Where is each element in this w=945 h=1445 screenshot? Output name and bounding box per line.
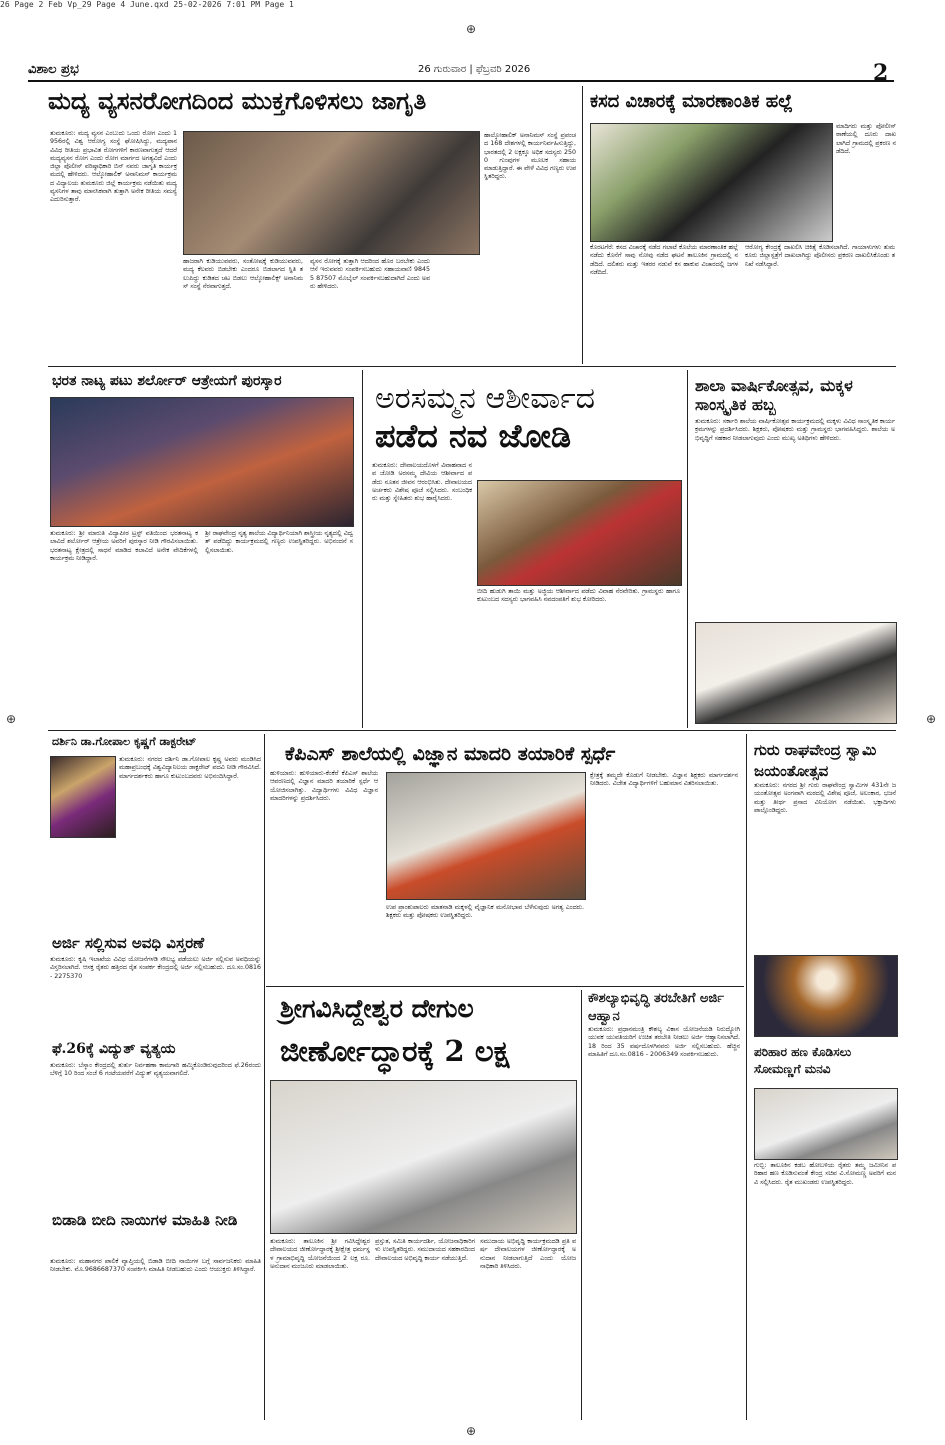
story-headline: ಭರತ ನಾಟ್ಯ ಪಟು ಶರ್ಲೋರ್ ಆತ್ರೇಯಗೆ ಪುರಸ್ಕಾರ <box>52 373 282 389</box>
registration-mark-icon: ⊕ <box>466 1424 477 1438</box>
story-photo <box>270 1080 577 1234</box>
author-portrait <box>50 756 116 838</box>
story-headline: ಶ್ರೀಗವಿಸಿದ್ದೇಶ್ವರ ದೇಗುಲ <box>280 994 474 1023</box>
story-photo <box>754 955 898 1037</box>
masthead <box>28 62 894 82</box>
story-photo <box>590 123 833 242</box>
story-body: ತುಮಕೂರು: ಮದ್ಯ ವ್ಯಸನ ಎಂಬುದು ಒಂದು ರೋಗ ಎಂದು 1956ರಲ್ಲಿ ವಿಶ್ವ ಆರೋಗ್ಯ ಸಂಸ್ಥೆ ಘೋಷಿಸಿದ್ದು, ಮದ್ಯಪಾನ ವಿವಿಧ ರೀತಿಯ ಪ್ರಭಾವಿತ ರೋಗಗಳಿಗೆ ಕಾರಣವಾಗುತ್ತದೆ ಆದರೆ ಮದ್ಯವ್ಯಸನ ರೋಗ ಎಂದು ರೋಗ ಮಾರ್ಗದ ಅಗತ್ಯವಿದೆ ಎಂದು ಜಿಲ್ಲಾ ಪೊಲೀಸ್ ವರಿಷ್ಠಾಧಿಕಾರಿ ಬಿನ್ ನವರು ಜಾಗೃತಿ ಕಾರ್ಯಕ್ರಮದಲ್ಲಿ ಹೇಳಿದರು. ಆಲ್ಕೋಹಾಲಿಕ್ ಅನಾನಿಮಸ್ ಕಾರ್ಯಕ್ರಮದ ವಿದ್ಯಾಲಯ ತುಮಕೂರು ಜಿಲ್ಲೆ ಕಾರ್ಯಕ್ರಮ ನಡೆಯಿತು ಮದ್ಯ ವ್ಯಸನಿಗಳ ತಾವು ಮಾನಸಿಕವಾಗಿ ತುತ್ತಾಗಿ ಅನೇಕ ರೀತಿಯ ಸಮಸ್ಯೆ ಎದುರಿಸುತ್ತಾರೆ. <box>50 130 177 204</box>
story-body: ವ್ಯಸನ ರೋಗಕ್ಕೆ ತುತ್ತಾಗಿ ಆದರಿಂದ ಹೊರ ಬರಬೇಕು ಎಂದು ಆಸೆ ಇರುವವರು ಸಂಪರ್ಕಿಸಬಹುದು ಸಹಾಯವಾಣಿ 98455 87507 ಮೊಬೈಲ್ ಸಂಪರ್ಕಿಸಬಹುದಾಗಿದೆ ಎಂದು ಅವರು ಹೇಳಿದರು. <box>310 258 430 290</box>
story-body: ಶ್ರೀ ರಾಘವೇಂದ್ರ ನೃತ್ಯ ಶಾಲೆಯ ವಿದ್ಯಾರ್ಥಿನಿಯಾಗಿ ಶಾಸ್ತ್ರೀಯ ನೃತ್ಯದಲ್ಲಿ ವಿದ್ವತ್ ಪಡೆದಿದ್ದು ಕಾರ್ಯಕ್ರಮದಲ್ಲಿ ಗಣ್ಯರು ಉಪಸ್ಥಿತರಿದ್ದರು. ಅಭಿನಂದನೆ ಸಲ್ಲಿಸಲಾಯಿತು. <box>205 530 353 554</box>
page-number: 2 <box>873 60 889 86</box>
story-headline: ಅರಸಮ್ಮನ ಆಶೀರ್ವಾದ <box>375 381 596 416</box>
print-slug: 26 Page 2 Feb Vp_29 Page 4 June.qxd 25-02-2026 7:01 PM Page 1 <box>0 0 294 9</box>
story-headline: ಕೌಶಲ್ಯಾಭಿವೃದ್ಧಿ ತರಬೇತಿಗೆ ಅರ್ಜಿ ಆಹ್ವಾನ <box>588 991 724 1025</box>
story-photo <box>477 480 682 586</box>
story-headline: ಕೆಪಿಎಸ್ ಶಾಲೆಯಲ್ಲಿ ವಿಜ್ಞಾನ ಮಾದರಿ ತಯಾರಿಕೆ ಸ್ಪರ್ಧೆ <box>285 743 616 765</box>
story-headline: ದರ್ಶಿನಿ ಡಾ.ಗೋಪಾಲ ಕೃಷ್ಣಗೆ ಡಾಕ್ಟರೇಟ್ <box>52 735 197 748</box>
story-body: ತುಮಕೂರು: ನಗರದ ದರ್ಶಿನಿ ಡಾ.ಗೋಪಾಲ ಕೃಷ್ಣ ಅವರು ಮಂಡಿಸಿದ ಮಹಾಪ್ರಬಂಧಕ್ಕೆ ವಿಶ್ವವಿದ್ಯಾನಿಲಯ ಡಾಕ್ಟರೇಟ್ ಪದವಿ ನೀಡಿ ಗೌರವಿಸಿದೆ. ಮಾರ್ಗದರ್ಶಕರು ಹಾಗೂ ಕುಟುಂಬದವರು ಅಭಿನಂದಿಸಿದ್ದಾರೆ. <box>119 756 261 780</box>
story-body: ತುಮಕೂರು: ನಗರದ ಶ್ರೀ ಗುರು ರಾಘವೇಂದ್ರ ಸ್ವಾಮಿಗಳ 431ನೇ ಜಯಂತೋತ್ಸವ ಅಂಗವಾಗಿ ಮಠದಲ್ಲಿ ವಿಶೇಷ ಪೂಜೆ, ಅಲಂಕಾರ, ಭಜನೆ ಮತ್ತು ತೀರ್ಥ ಪ್ರಸಾದ ವಿನಿಯೋಗ ನಡೆಯಿತು. ಭಕ್ತಾದಿಗಳು ಪಾಲ್ಗೊಂಡಿದ್ದರು. <box>754 782 896 814</box>
story-photo <box>50 397 354 527</box>
story-headline: ಮದ್ಯ ವ್ಯಸನರೋಗದಿಂದ ಮುಕ್ತಗೊಳಿಸಲು ಜಾಗೃತಿ <box>48 86 427 115</box>
story-headline: ಪಡೆದ ನವ ಜೋಡಿ <box>375 417 572 455</box>
story-body: ಬೀದಿ ಹುಡುಗಿ ತಾಯಿ ಮತ್ತು ಅಜ್ಜಿಯ ಆಶೀರ್ವಾದ ಪಡೆದು ವಿವಾಹ ನೆರವೇರಿತು. ಗ್ರಾಮಸ್ಥರು ಹಾಗೂ ಕುಟುಂಬದ ಸದಸ್ಯರು ಭಾಗವಹಿಸಿ ನವದಂಪತಿಗೆ ಶುಭ ಕೋರಿದರು. <box>477 588 680 604</box>
story-body: ಹುಳಿಯಾರು: ಹುಳಿಯಾರು-ಕೆಂಕೆರೆ ಕೆಪಿಎಸ್ ಶಾಲೆಯ ಆವರಣದಲ್ಲಿ ವಿಜ್ಞಾನ ಮಾದರಿ ತಯಾರಿಕೆ ಸ್ಪರ್ಧೆ ಆಯೋಜಿಸಲಾಗಿತ್ತು. ವಿದ್ಯಾರ್ಥಿಗಳು ವಿವಿಧ ವಿಜ್ಞಾನ ಮಾದರಿಗಳನ್ನು ಪ್ರದರ್ಶಿಸಿದರು. <box>270 770 378 802</box>
story-body: ಕೊರಟಗೆರೆ: ಕಸದ ವಿಚಾರಕ್ಕೆ ನಡೆದ ಗಲಾಟೆ ಕೊಲೆಯ ಮಾರಣಾಂತಿಕ ಹಲ್ಲೆ ನಡೆದು ಕೊನೆಗೆ ಸಾವು ನೋವು ನಡೆದ ಘಟನೆ ತಾಲೂಕಿನ ಗ್ರಾಮದಲ್ಲಿ ನಡೆದಿದೆ. ದಲಿತರು ಮತ್ತು ಇತರರ ನಡುವೆ ಕಸ ಹಾಕುವ ವಿಚಾರದಲ್ಲಿ ಜಗಳ ನಡೆದಿದೆ. <box>590 244 738 276</box>
story-body: ಹಾಲ್ಕೋಹಾಲಿಕ್ ಅನಾನಿಮಸ್ ಸಂಸ್ಥೆ ಪ್ರಪಂಚದ 168 ದೇಶಗಳಲ್ಲಿ ಕಾರ್ಯನಿರ್ವಹಿಸುತ್ತಿದ್ದು, ಭಾರತದಲ್ಲಿ 2 ಲಕ್ಷಕ್ಕೂ ಅಧಿಕ ಸದಸ್ಯರು 2500 ಗುಂಪುಗಳ ಮೂಲಕ ಸಹಾಯ ಮಾಡುತ್ತಿದ್ದಾರೆ. ಈ ವೇಳೆ ವಿವಿಧ ಗಣ್ಯರು ಉಪಸ್ಥಿತರಿದ್ದರು. <box>484 132 576 181</box>
story-body: ತುಮಕೂರು: ಕೃಷಿ ಇಲಾಖೆಯ ವಿವಿಧ ಯೋಜನೆಗಳಡಿ ಸೌಲಭ್ಯ ಪಡೆಯಲು ಅರ್ಜಿ ಸಲ್ಲಿಸುವ ಅವಧಿಯನ್ನು ವಿಸ್ತರಿಸಲಾಗಿದೆ. ಆಸಕ್ತ ರೈತರು ಹತ್ತಿರದ ರೈತ ಸಂಪರ್ಕ ಕೇಂದ್ರದಲ್ಲಿ ಅರ್ಜಿ ಸಲ್ಲಿಸಬಹುದು. ದೂ.ಸಂ.0816 - 2275370 <box>50 956 261 980</box>
story-headline: ಕಸದ ವಿಚಾರಕ್ಕೆ ಮಾರಣಾಂತಿಕ ಹಲ್ಲೆ <box>590 91 793 112</box>
story-headline: ಬಿಡಾಡಿ ಬೀದಿ ನಾಯಿಗಳ ಮಾಹಿತಿ ನೀಡಿ <box>52 1211 238 1229</box>
registration-mark-icon: ⊕ <box>6 712 17 726</box>
story-headline: ಶಾಲಾ ವಾರ್ಷಿಕೋತ್ಸವ, ಮಕ್ಕಳ ಸಾಂಸ್ಕೃತಿಕ ಹಬ್ಬ <box>695 376 853 415</box>
story-body: ತುಮಕೂರು: ಶ್ರೀ ಮಾರುತಿ ವಿದ್ಯಾಪೀಠ ಟ್ರಸ್ಟ್ ವತಿಯಿಂದ ಭರತನಾಟ್ಯ ಕಲಾವಿದೆ ಶರ್ಲೋರ್ ಆತ್ರೇಯ ಅವರಿಗೆ ಪುರಸ್ಕಾರ ನೀಡಿ ಗೌರವಿಸಲಾಯಿತು. ಭರತನಾಟ್ಯ ಕ್ಷೇತ್ರದಲ್ಲಿ ಸಾಧನೆ ಮಾಡಿದ ಕಲಾವಿದೆ ಅನೇಕ ವೇದಿಕೆಗಳಲ್ಲಿ ಕಾರ್ಯಕ್ರಮ ನೀಡಿದ್ದಾರೆ. <box>50 530 198 562</box>
issue-date: 26 ಗುರುವಾರ | ಫೆಬ್ರವರಿ 2026 <box>418 64 531 75</box>
story-body: ತುಮಕೂರು: ಬೆಸ್ಕಾಂ ಕೇಂದ್ರದಲ್ಲಿ ತುರ್ತು ನಿರ್ವಹಣಾ ಕಾಮಗಾರಿ ಹಮ್ಮಿಕೊಂಡಿರುವುದರಿಂದ ಫೆ.26ರಂದು ಬೆಳಿಗ್ಗೆ 10 ರಿಂದ ಸಂಜೆ 6 ಗಂಟೆಯವರೆಗೆ ವಿದ್ಯುತ್ ವ್ಯತ್ಯಯವಾಗಲಿದೆ. <box>50 1062 261 1078</box>
story-body: ಹಾಜರಾಗಿ ಕುಡಿಯುವವರು, ಸಂತೋಷಕ್ಕೆ ಕುಡಿಯುವವರು, ಮದ್ಯ ಕೆಲವರು ಬಿಡಬೇಕು ಎಂದರೂ ಬಿಡಲಾಗದ ಸ್ಥಿತಿ ತಲುಪಿದ್ದು ಕುಡಿತದ ಚಟ ಬಿಡಲು ಆಲ್ಕೋಹಾಲಿಕ್ಸ್ ಅನಾನಿಮಸ್ ಸಂಸ್ಥೆ ನೆರವಾಗುತ್ತದೆ. <box>183 258 303 290</box>
story-headline: ಗುರು ರಾಘವೇಂದ್ರ ಸ್ವಾಮಿ ಜಯಂತೋತ್ಸವ <box>754 741 877 780</box>
story-body: ಮಾದಿಗರು ಮತ್ತು ಪೋಲೀಸ್ ಠಾಣೆಯಲ್ಲಿ ದೂರು ದಾಖಲಾಗಿದೆ ಗ್ರಾಮದಲ್ಲಿ ಪ್ರಕರಣ ನಡೆದಿದೆ. <box>836 123 896 155</box>
story-body: ಕ್ಷೇತ್ರಕ್ಕೆ ತಮ್ಮದೇ ಕೊಡುಗೆ ನೀಡಬೇಕು. ವಿಜ್ಞಾನ ಶಿಕ್ಷಕರು ಮಾರ್ಗದರ್ಶನ ನೀಡಿದರು. ವಿಜೇತ ವಿದ್ಯಾರ್ಥಿಗಳಿಗೆ ಬಹುಮಾನ ವಿತರಿಸಲಾಯಿತು. <box>590 772 738 788</box>
registration-mark-icon: ⊕ <box>466 22 477 36</box>
story-body: ಗುಬ್ಬಿ: ತಾಲೂಕಿನ ಕಡಬ ಹೋಬಳಿಯ ರೈತರು ತಮ್ಮ ಜಮೀನಿನ ಪರಿಹಾರ ಹಣ ಕೊಡಿಸುವಂತೆ ಕೇಂದ್ರ ಸಚಿವ ವಿ.ಸೋಮಣ್ಣ ಅವರಿಗೆ ಮನವಿ ಸಲ್ಲಿಸಿದರು. ರೈತ ಮುಖಂಡರು ಉಪಸ್ಥಿತರಿದ್ದರು. <box>754 1162 896 1186</box>
story-body: ತುಮಕೂರು: ಮಹಾನಗರ ಪಾಲಿಕೆ ವ್ಯಾಪ್ತಿಯಲ್ಲಿ ಬಿಡಾಡಿ ಬೀದಿ ನಾಯಿಗಳ ಬಗ್ಗೆ ಸಾರ್ವಜನಿಕರು ಮಾಹಿತಿ ನೀಡಬೇಕು. ಮೊ.9686687370 ಸಂಪರ್ಕಿಸಿ ಮಾಹಿತಿ ನೀಡಬಹುದು ಎಂದು ಆಯುಕ್ತರು ತಿಳಿಸಿದ್ದಾರೆ. <box>50 1258 261 1274</box>
story-body: ತುಮಕೂರು: ತಾಲೂಕಿನ ಶ್ರೀ ಗವಿಸಿದ್ದೇಶ್ವರ ದೇವಾಲಯದ ಜೀರ್ಣೋದ್ಧಾರಕ್ಕೆ ಶ್ರೀಕ್ಷೇತ್ರ ಧರ್ಮಸ್ಥಳ ಗ್ರಾಮಾಭಿವೃದ್ಧಿ ಯೋಜನೆಯಿಂದ 2 ಲಕ್ಷ ರೂ. ಅನುದಾನ ಮಂಜೂರು ಮಾಡಲಾಯಿತು. <box>270 1238 370 1270</box>
story-body: ಪ್ರಸ್ತುತ, ಸಮಿತಿ ಕಾರ್ಯದರ್ಶಿ, ಯೋಜನಾಧಿಕಾರಿಗಳು ಉಪಸ್ಥಿತರಿದ್ದರು. ಸಮುದಾಯದ ಸಹಕಾರದಿಂದ ದೇವಾಲಯದ ಅಭಿವೃದ್ಧಿ ಕಾರ್ಯ ನಡೆಯುತ್ತಿದೆ. <box>375 1238 475 1262</box>
story-body: ಆರೋಗ್ಯ ಕೇಂದ್ರಕ್ಕೆ ದಾಖಲಿಸಿ ಚಿಕಿತ್ಸೆ ಕೊಡಿಸಲಾಗಿದೆ. ಗಾಯಾಳುಗಳು ತುಮಕೂರು ಜಿಲ್ಲಾಸ್ಪತ್ರೆಗೆ ದಾಖಲಾಗಿದ್ದು ಪೊಲೀಸರು ಪ್ರಕರಣ ದಾಖಲಿಸಿಕೊಂಡು ತನಿಖೆ ನಡೆಸಿದ್ದಾರೆ. <box>745 244 895 268</box>
story-body: ತುಮಕೂರು: ಪ್ರಧಾನಮಂತ್ರಿ ಕೌಶಲ್ಯ ವಿಕಾಸ ಯೋಜನೆಯಡಿ ನಿರುದ್ಯೋಗಿ ಯುವಕ ಯುವತಿಯರಿಗೆ ಉಚಿತ ತರಬೇತಿ ನೀಡಲು ಅರ್ಜಿ ಆಹ್ವಾನಿಸಲಾಗಿದೆ. 18 ರಿಂದ 35 ವರ್ಷದೊಳಗಿನವರು ಅರ್ಜಿ ಸಲ್ಲಿಸಬಹುದು. ಹೆಚ್ಚಿನ ಮಾಹಿತಿಗೆ ದೂ.ಸಂ.0816 - 2006349 ಸಂಪರ್ಕಿಸಬಹುದು. <box>588 1026 740 1058</box>
story-photo <box>695 622 897 724</box>
story-body: ತುಮಕೂರು: ಸರ್ಕಾರಿ ಶಾಲೆಯ ವಾರ್ಷಿಕೋತ್ಸವ ಕಾರ್ಯಕ್ರಮದಲ್ಲಿ ಮಕ್ಕಳು ವಿವಿಧ ಸಾಂಸ್ಕೃತಿಕ ಕಾರ್ಯಕ್ರಮಗಳನ್ನು ಪ್ರದರ್ಶಿಸಿದರು. ಶಿಕ್ಷಕರು, ಪೋಷಕರು ಮತ್ತು ಗ್ರಾಮಸ್ಥರು ಭಾಗವಹಿಸಿದ್ದರು. ಶಾಲೆಯ ಅಭಿವೃದ್ಧಿಗೆ ಸಹಕಾರ ನೀಡಲಾಗುವುದು ಎಂದು ಮುಖ್ಯ ಅತಿಥಿಗಳು ಹೇಳಿದರು. <box>695 418 895 442</box>
registration-mark-icon: ⊕ <box>926 712 937 726</box>
story-headline: ಫೆ.26ಕ್ಕೆ ವಿದ್ಯುತ್ ವ್ಯತ್ಯಯ <box>52 1041 176 1057</box>
story-headline: ಅರ್ಜಿ ಸಲ್ಲಿಸುವ ಅವಧಿ ವಿಸ್ತರಣೆ <box>52 934 205 952</box>
story-body: ತುಮಕೂರು: ದೇವಾಲಯದೊಳಗೆ ವಿವಾಹವಾದ ನವ ಜೋಡಿ ಅರಸಮ್ಮ ದೇವಿಯ ಆಶೀರ್ವಾದ ಪಡೆದು ನೂತನ ಜೀವನ ಆರಂಭಿಸಿತು. ದೇವಾಲಯದ ಅರ್ಚಕರು ವಿಶೇಷ ಪೂಜೆ ಸಲ್ಲಿಸಿದರು. ಸಂಬಂಧಿಕರು ಮತ್ತು ಸ್ನೇಹಿತರು ಶುಭ ಹಾರೈಸಿದರು. <box>372 462 472 503</box>
story-body: ಸಮುದಾಯ ಅಭಿವೃದ್ಧಿ ಕಾರ್ಯಕ್ರಮದಡಿ ಪ್ರತಿ ವರ್ಷ ದೇವಾಲಯಗಳ ಜೀರ್ಣೋದ್ಧಾರಕ್ಕೆ ಅನುದಾನ ನೀಡಲಾಗುತ್ತಿದೆ ಎಂದು ಯೋಜನಾಧಿಕಾರಿ ತಿಳಿಸಿದರು. <box>480 1238 576 1270</box>
newspaper-name: ವಿಶಾಲ ಪ್ರಭ <box>28 62 79 77</box>
story-photo <box>386 772 586 900</box>
story-headline: ಜೀರ್ಣೋದ್ಧಾರಕ್ಕೆ 2 ಲಕ್ಷ <box>280 1034 510 1068</box>
story-body: ಉಪ ಪ್ರಾಂಶುಪಾಲರು ಮಾತನಾಡಿ ಮಕ್ಕಳಲ್ಲಿ ವೈಜ್ಞಾನಿಕ ಮನೋಭಾವ ಬೆಳೆಸುವುದು ಅಗತ್ಯ ಎಂದರು. ಶಿಕ್ಷಕರು ಮತ್ತು ಪೋಷಕರು ಉಪಸ್ಥಿತರಿದ್ದರು. <box>386 904 584 920</box>
story-headline: ಪರಿಹಾರ ಹಣ ಕೊಡಿಸಲು ಸೋಮಣ್ಣಗೆ ಮನವಿ <box>754 1045 852 1076</box>
story-photo <box>754 1088 898 1160</box>
story-photo <box>183 131 480 255</box>
